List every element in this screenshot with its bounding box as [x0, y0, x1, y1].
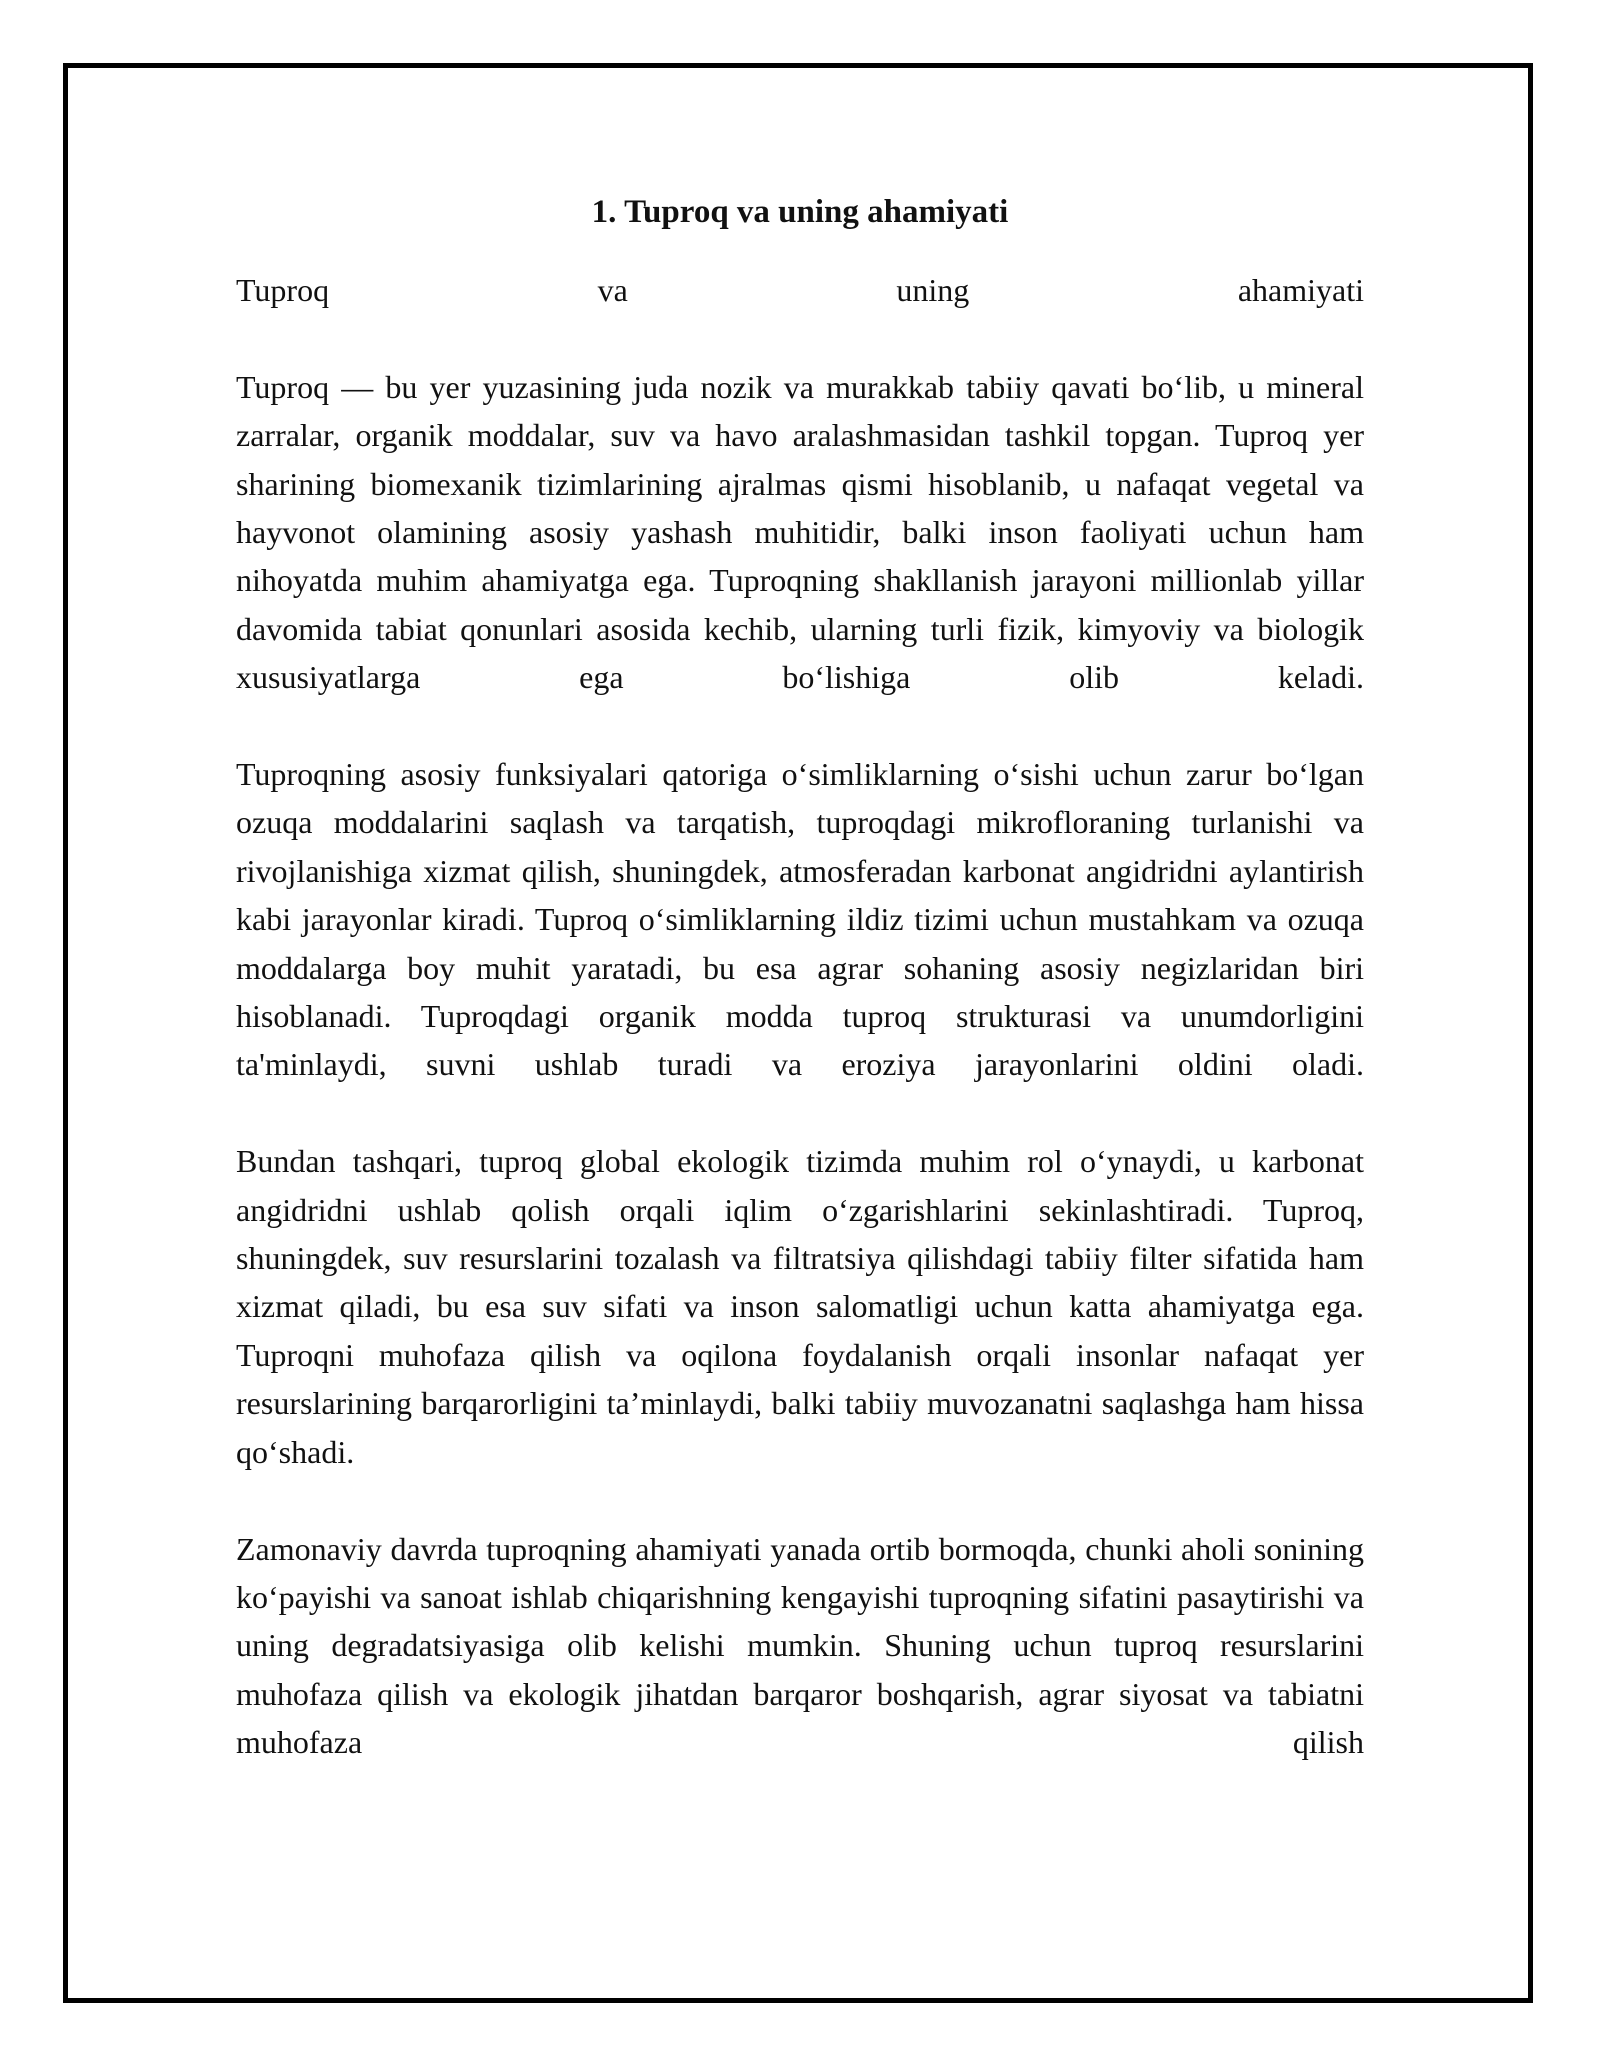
paragraph-modern-era: Zamonaviy davrda tuproqning ahamiyati yanada ortib bormoqda, chunki aholi sonining ko‘payishi va sanoat ishlab chiqarishning kengayishi tuproqning sifatini pasaytirishi va uning degradatsiyasiga olib kelishi mumkin. Shuning uchun tuproq resurslarini muhofaza qilish va ekologik jihatdan barqaror boshqarish, agrar siyosat va tabiatni muhofaza qilish [236, 1530, 1364, 1761]
document-body [236, 190, 1364, 1767]
paragraph-ecology: Bundan tashqari, tuproq global ekologik tizimda muhim rol o‘ynaydi, u karbonat angidridni ushlab qolish orqali iqlim o‘zgarishlarini sekinlashtiradi. Tuproq, shuningdek, suv resurslarini tozalash va filtratsiya qilishdagi tabiiy filter sifatida ham xizmat qiladi, bu esa suv sifati va inson salomatligi uchun katta ahamiyatga ega. Tuproqni muhofaza qilish va oqilona foydalanish orqali insonlar nafaqat yer resurslarining barqarorligini ta’minlaydi, balki tabiiy muvozanatni saqlashga ham hissa qo‘shadi. [236, 1143, 1364, 1470]
paragraph-functions: Tuproqning asosiy funksiyalari qatoriga o‘simliklarning o‘sishi uchun zarur bo‘lgan ozuqa moddalarini saqlash va tarqatish, tuproqdagi mikrofloraning turlanishi va rivojlanishiga xizmat qilish, shuningdek, atmosferadan karbonat angidridni aylantirish kabi jarayonlar kiradi. Tuproq o‘simliklarning ildiz tizimi uchun mustahkam va ozuqa moddalarga boy muhit yaratadi, bu esa agrar sohaning asosiy negizlaridan biri hisoblanadi. Tuproqdagi organik modda tuproq strukturasi va unumdorligini ta'minlaydi, suvni ushlab turadi va eroziya jarayonlarini oldini oladi. [236, 756, 1364, 1083]
paragraph-definition: Tuproq — bu yer yuzasining juda nozik va murakkab tabiiy qavati bo‘lib, u mineral zarralar, organik moddalar, suv va havo aralashmasidan tashkil topgan. Tuproq yer sharining biomexanik tizimlarining ajralmas qismi hisoblanib, u nafaqat vegetal va hayvonot olamining asosiy yashash muhitidir, balki inson faoliyati uchun ham nihoyatda muhim ahamiyatga ega. Tuproqning shakllanish jarayoni millionlab yillar davomida tabiat qonunlari asosida kechib, ularning turli fizik, kimyoviy va biologik xususiyatlarga ega bo‘lishiga olib keladi. [236, 368, 1364, 696]
page-title: 1. Tuproq va uning ahamiyati [591, 194, 1009, 230]
paragraph-heading-line: Tuproq va uning ahamiyati [236, 272, 1364, 308]
